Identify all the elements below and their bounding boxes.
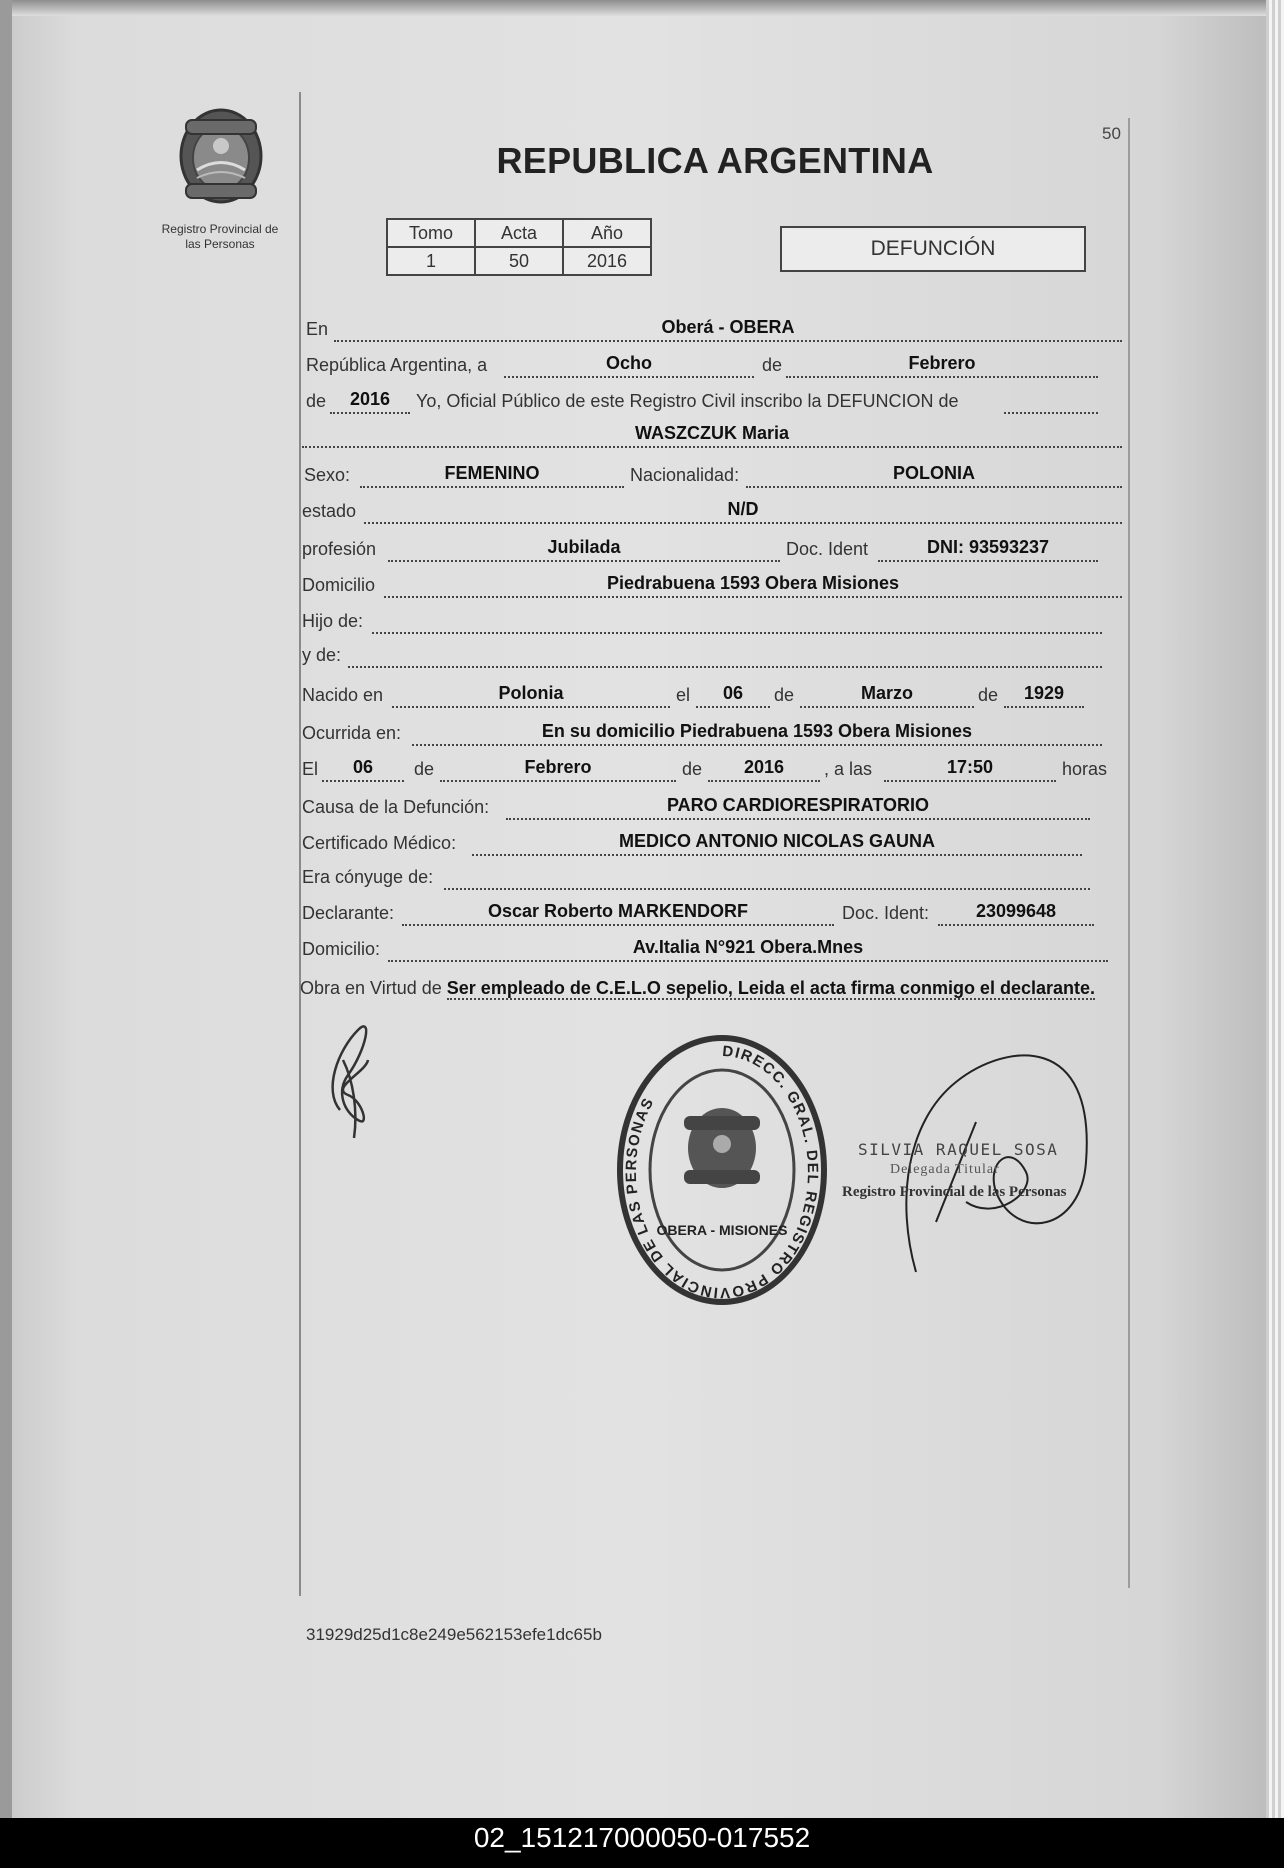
seal-inner-text: OBERA - MISIONES <box>656 1222 788 1238</box>
row-domicilio <box>302 564 1122 598</box>
causa-value: PARO CARDIORESPIRATORIO <box>506 792 1090 820</box>
certificado-value: MEDICO ANTONIO NICOLAS GAUNA <box>472 828 1082 856</box>
anio-acta-value: 2016 <box>330 386 410 414</box>
document-title: REPUBLICA ARGENTINA <box>496 140 934 181</box>
estado-label: estado <box>302 501 357 521</box>
registry-header-row <box>387 219 651 247</box>
row-ocurrida <box>302 712 1122 746</box>
nac-anio-value: 1929 <box>1004 680 1084 708</box>
acta-header: Acta <box>475 219 563 247</box>
document-hash: 31929d25d1c8e249e562153efe1dc65b <box>306 1625 602 1644</box>
def-mes-value: Febrero <box>440 754 676 782</box>
obra-value: Ser empleado de C.E.L.O sepelio, Leida el acta firma conmigo el declarante. <box>446 978 1095 998</box>
oficial-text: Yo, Oficial Público de este Registro Civil inscribo la DEFUNCION de <box>416 391 959 411</box>
nacionalidad-value: POLONIA <box>746 460 1122 488</box>
y-de-label: y de: <box>302 645 342 665</box>
sheet-top-shadow <box>0 0 1284 16</box>
hijo-de-value <box>372 606 1102 634</box>
blank-after-oficial <box>1004 386 1098 414</box>
row-anio-acta <box>302 380 1122 414</box>
dia-texto-value: Ocho <box>504 350 754 378</box>
hora-value: 17:50 <box>884 754 1056 782</box>
domicilio-label: Domicilio <box>302 575 376 595</box>
ocurrida-value: En su domicilio Piedrabuena 1593 Obera Misiones <box>412 718 1102 746</box>
registry-caption-line1: Registro Provincial de <box>161 222 279 236</box>
row-nacimiento <box>302 674 1122 708</box>
official-name: SILVIA RAQUEL SOSA <box>858 1140 1059 1159</box>
conyuge-value <box>444 862 1090 890</box>
domicilio2-value: Av.Italia N°921 Obera.Mnes <box>388 934 1108 962</box>
nacido-label: Nacido en <box>302 685 384 705</box>
row-fallecido <box>302 414 1122 448</box>
fallecido-value: WASZCZUK Maria <box>302 420 1122 448</box>
def-dia-value: 06 <box>322 754 404 782</box>
doc-ident-label: Doc. Ident <box>786 539 869 559</box>
anio-value: 2016 <box>563 247 651 275</box>
official-role: Delegada Titular <box>890 1162 1000 1177</box>
row-y-de <box>302 634 1122 668</box>
y-de-value <box>348 640 1102 668</box>
right-margin-rule <box>1128 118 1130 1588</box>
doc-ident-value: DNI: 93593237 <box>878 534 1098 562</box>
tomo-header: Tomo <box>387 219 475 247</box>
row-profesion <box>302 528 1122 562</box>
de-label-3: de <box>774 685 795 705</box>
row-fecha-acta <box>302 344 1122 378</box>
sexo-label: Sexo: <box>304 465 351 485</box>
nac-dia-value: 06 <box>696 680 770 708</box>
seal-emblem-icon <box>684 1108 760 1188</box>
domicilio2-label: Domicilio: <box>302 939 381 959</box>
document-type-box: DEFUNCIÓN <box>780 226 1086 272</box>
row-conyuge <box>302 856 1122 890</box>
el-label: el <box>676 685 691 705</box>
left-margin-rule <box>299 92 301 1596</box>
doc-ident2-label: Doc. Ident: <box>842 903 930 923</box>
mes-value: Febrero <box>786 350 1098 378</box>
certificado-label: Certificado Médico: <box>302 833 457 853</box>
row-certificado <box>302 822 1122 856</box>
nacionalidad-label: Nacionalidad: <box>630 465 740 485</box>
causa-label: Causa de la Defunción: <box>302 797 490 817</box>
registry-value-row <box>387 247 651 275</box>
declarant-signature <box>318 1020 388 1140</box>
obra-label: Obra en Virtud de <box>300 978 442 998</box>
de-label-6: de <box>682 759 703 779</box>
row-fecha-defuncion <box>302 748 1122 782</box>
declarante-label: Declarante: <box>302 903 395 923</box>
row-sexo <box>302 454 1122 488</box>
domicilio-value: Piedrabuena 1593 Obera Misiones <box>384 570 1122 598</box>
sheet-right-edge <box>1266 0 1284 1818</box>
hijo-de-label: Hijo de: <box>302 611 364 631</box>
sheet-left-edge <box>0 0 12 1818</box>
obra-en-virtud <box>300 975 1110 1001</box>
row-lugar <box>302 308 1122 342</box>
en-label: En <box>306 319 329 339</box>
scan-code: 02_151217000050-017552 <box>473 1822 811 1853</box>
row-hijo-de <box>302 600 1122 634</box>
def-anio-value: 2016 <box>708 754 820 782</box>
sexo-value: FEMENINO <box>360 460 624 488</box>
acta-value: 50 <box>475 247 563 275</box>
province-emblem-icon <box>172 100 270 210</box>
de-label-5: de <box>414 759 435 779</box>
official-department: Registro Provincial de las Personas <box>842 1184 1067 1200</box>
doc-ident2-value: 23099648 <box>938 898 1094 926</box>
anio-header: Año <box>563 219 651 247</box>
profesion-label: profesión <box>302 539 377 559</box>
el2-label: El <box>302 759 319 779</box>
registry-caption-line2: las Personas <box>185 237 255 251</box>
row-domicilio-declarante <box>302 928 1122 962</box>
de-label-1: de <box>762 355 783 375</box>
republica-label: República Argentina, a <box>306 355 488 375</box>
nacido-lugar-value: Polonia <box>392 680 670 708</box>
de-label-4: de <box>978 685 999 705</box>
seal-ring-text: DIRECC. GRAL. DEL REGISTRO PROVINCIAL DE LAS PERSONAS <box>622 1042 822 1302</box>
row-estado <box>302 490 1122 524</box>
official-seal <box>612 1030 832 1310</box>
de-label-2: de <box>306 391 327 411</box>
nac-mes-value: Marzo <box>800 680 974 708</box>
a-las-label: , a las <box>824 759 873 779</box>
ocurrida-label: Ocurrida en: <box>302 723 402 743</box>
estado-value: N/D <box>364 496 1122 524</box>
registry-table <box>386 218 652 276</box>
declarante-value: Oscar Roberto MARKENDORF <box>402 898 834 926</box>
registry-caption <box>140 222 300 252</box>
row-declarante <box>302 892 1122 926</box>
lugar-value: Oberá - OBERA <box>334 314 1122 342</box>
conyuge-label: Era cónyuge de: <box>302 867 434 887</box>
page-number: 50 <box>1102 124 1121 143</box>
profesion-value: Jubilada <box>388 534 780 562</box>
row-causa <box>302 786 1122 820</box>
tomo-value: 1 <box>387 247 475 275</box>
horas-label: horas <box>1062 759 1108 779</box>
